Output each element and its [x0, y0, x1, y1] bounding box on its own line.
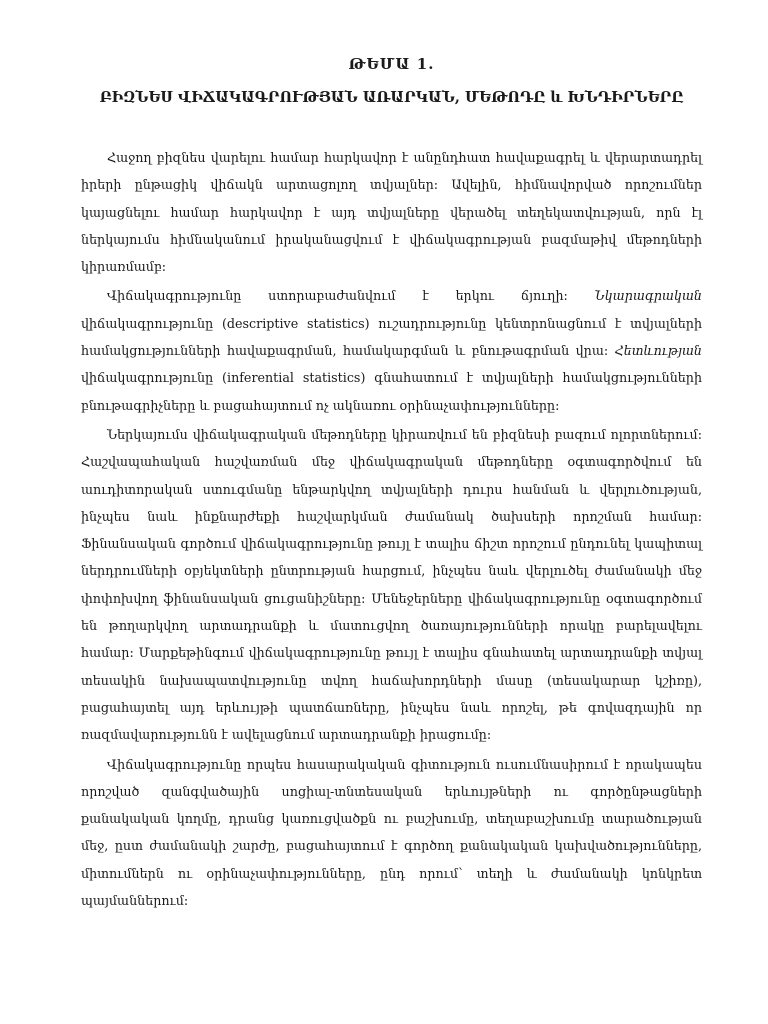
- paragraph-2-italic-term-b: Հետևության: [614, 343, 702, 359]
- paragraph-3: Ներկայումս վիճակագրական մեթոդները կիրառվում են բիզնեսի բազում ոլորտներում: Հաշվապահական հաշվառման մեջ վիճակագրական մեթոդները օգտագործվում են աուդիտորական ստուգմանը ենթարկվող տվյալների դուրս հանման և վերլուծության, ինչպես նաև ինքնարժեքի հաշվարկման ժամանակ ծախսերի որոշման համար: Ֆինանսական գործում վիճակագրությունը թույլ է տալիս ճիշտ որոշում ընդունել կապիտալ ներդրումների օբյեկտների ընտրության հարցում, ինչպես նաև վերլուծել ժամանակի մեջ փոփոխվող ֆինանսական ցուցանիշները: Մենեջերները վիճակագրությունը օգտագործում են թողարկվող արտադրանքի և մատուցվող ծառայությունների որակը բարելավելու համար: Մարքեթինգում վիճակագրությունը թույլ է տալիս գնահատել արտադրանքի տվյալ տեսակին նախապատվությունը տվող հաճախորդների մասը (տեսակարար կշիռը), բացահայտել այդ երևույթի պատճառները, ինչպես նաև որոշել, թե գովազդային որ ռազմավարությունն է ավելացնում արտադրանքի իրացումը:: [81, 426, 702, 743]
- paragraph-2-text-c: վիճակագրությունը (inferential statistics) գնահատում է տվյալների համակցությունների բնութագրիչները և բացահայտում ոչ ակնառու օրինաչափությունները:: [81, 370, 702, 413]
- paragraph-2: [81, 282, 702, 418]
- paragraph-1: Հաջող բիզնես վարելու համար հարկավոր է անընդհատ հավաքագրել և վերարտադրել իրերի ընթացիկ վիճակն արտացոլող տվյալներ: Ավելին, հիմնավորված որոշումներ կայացնելու համար հարկավոր է այդ տվյալները վերածել տեղեկատվության, որն էլ ներկայումս հիմնականում իրականացվում է վիճակագրության բազմաթիվ մեթոդների կիրառմամբ:: [81, 150, 702, 275]
- paragraph-2-text-b: վիճակագրությունը (descriptive statistics) ուշադրությունը կենտրոնացնում է տվյալների համակցությունների հավաքագրման, համակարգման և բնութագրման վրա:: [81, 315, 702, 359]
- document-title: ԲԻԶՆԵՍ ՎԻՃԱԿԱԳՐՈՒԹՅԱՆ ԱՌԱՐԿԱՆ, ՄԵԹՈԴԸ և ԽՆԴԻՐՆԵՐԸ: [99, 89, 684, 106]
- topic-heading: ԹԵՄԱ 1.: [348, 55, 435, 73]
- paragraph-4: Վիճակագրությունը որպես հասարակական գիտություն ուսումնասիրում է որակապես որոշված զանգվածային սոցիալ-տնտեսական երևույթների ու գործընթացների քանակական կողմը, դրանց կառուցվածքն ու բաշխումը, տեղաբաշխումը տարածության մեջ, ըստ ժամանակի շարժը, բացահայտում է գործող քանակական կախվածությունները, միտումներն ու օրինաչափությունները, ընդ որում՝ տեղի և ժամանակի կոնկրետ պայմաններում:: [81, 756, 702, 909]
- paragraph-2-italic-term-a: Նկարագրական: [594, 288, 702, 304]
- document-page: [81, 50, 702, 916]
- paragraph-2-text-a: Վիճակագրությունը ստորաբաժանվում է երկու ճյուղի:: [107, 288, 568, 304]
